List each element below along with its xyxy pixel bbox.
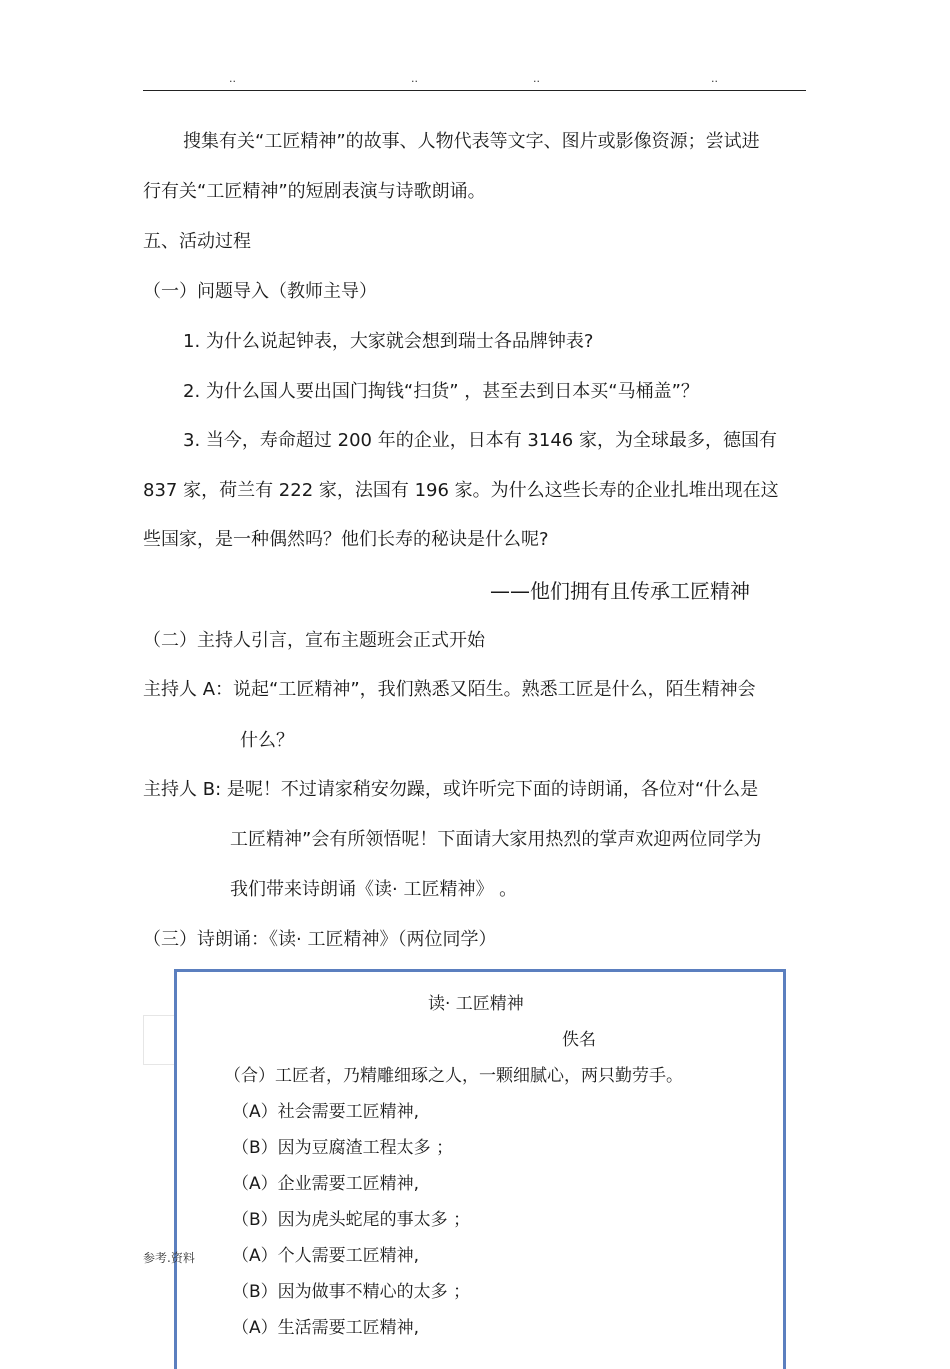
header-rule <box>143 90 806 91</box>
host-a-line: 主持人 A：说起“工匠精神”，我们熟悉又陌生。熟悉工匠是什么，陌生精神会 <box>143 679 756 700</box>
header-dot: .. <box>533 72 540 85</box>
question-3-line: 837 家，荷兰有 222 家，法国有 196 家。为什么这些长寿的企业扎堆出现在这 <box>143 480 779 501</box>
subsection-heading: （二）主持人引言，宣布主题班会正式开始 <box>143 630 485 651</box>
poem-line: （A）社会需要工匠精神, <box>232 1102 420 1122</box>
section-heading: 五、活动过程 <box>143 231 251 252</box>
poem-line: （合）工匠者，乃精雕细琢之人，一颗细腻心，两只勤劳手。 <box>224 1066 683 1086</box>
header-dot: .. <box>229 72 236 85</box>
poem-line: （A）生活需要工匠精神, <box>232 1318 420 1338</box>
faint-box <box>143 1015 174 1065</box>
host-b-line: 我们带来诗朗诵《读· 工匠精神》 。 <box>230 879 518 900</box>
poem-line: （A）企业需要工匠精神, <box>232 1174 420 1194</box>
question-3-line: 些国家，是一种偶然吗？他们长寿的秘诀是什么呢? <box>143 529 549 550</box>
answer-line: ——他们拥有且传承工匠精神 <box>490 579 750 603</box>
poem-title: 读· 工匠精神 <box>428 994 524 1014</box>
paragraph-line: 搜集有关“工匠精神”的故事、人物代表等文字、图片或影像资源；尝试进 <box>183 131 760 152</box>
host-b-line: 工匠精神”会有所领悟呢！下面请大家用热烈的掌声欢迎两位同学为 <box>230 829 762 850</box>
poem-line: （B）因为虎头蛇尾的事太多 ； <box>232 1210 471 1230</box>
question-3-line: 3. 当今，寿命超过 200 年的企业，日本有 3146 家，为全球最多，德国有 <box>183 430 777 451</box>
poem-author: 佚名 <box>562 1030 596 1050</box>
header-dot: .. <box>711 72 718 85</box>
poem-line: （B）因为做事不精心的太多 ； <box>232 1282 471 1302</box>
host-b-line: 主持人 B: 是呢！不过请家稍安勿躁，或许听完下面的诗朗诵，各位对“什么是 <box>143 779 759 800</box>
poem-line: （B）因为豆腐渣工程太多 ； <box>232 1138 454 1158</box>
header-dot: .. <box>411 72 418 85</box>
question-2: 2. 为什么国人要出国门掏钱“扫货” ，甚至去到日本买“马桶盖”？ <box>183 381 699 402</box>
subsection-heading: （三）诗朗诵：《读· 工匠精神》（两位同学） <box>143 929 497 950</box>
question-1: 1. 为什么说起钟表，大家就会想到瑞士各品牌钟表? <box>183 331 594 352</box>
poem-line: （A）个人需要工匠精神, <box>232 1246 420 1266</box>
subsection-heading: （一）问题导入（教师主导） <box>143 281 377 302</box>
host-a-line: 什么？ <box>240 730 294 751</box>
paragraph-line: 行有关“工匠精神”的短剧表演与诗歌朗诵。 <box>143 181 486 202</box>
footer-label: 参考.资料 <box>143 1251 195 1265</box>
poem-box <box>174 969 786 1369</box>
